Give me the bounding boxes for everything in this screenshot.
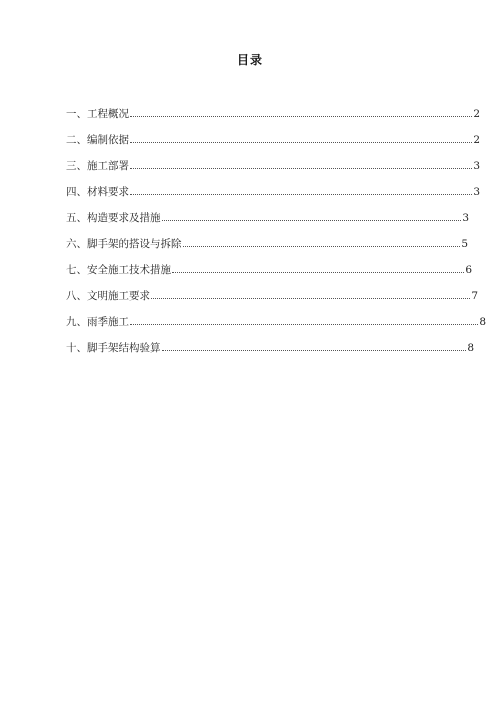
toc-entry[interactable] bbox=[66, 289, 478, 315]
toc-entry-label: 五、构造要求及措施 bbox=[66, 212, 161, 224]
toc-entry-page: 3 bbox=[473, 160, 480, 172]
toc-entry-page: 2 bbox=[473, 108, 480, 120]
toc-leader-dots bbox=[162, 219, 462, 221]
toc-leader-dots bbox=[162, 349, 467, 351]
toc-entry-label: 八、文明施工要求 bbox=[66, 290, 150, 302]
toc-entry-label: 九、雨季施工 bbox=[66, 316, 129, 328]
page-title: 目录 bbox=[236, 53, 263, 67]
toc-entry-page: 3 bbox=[462, 212, 469, 224]
toc-entry-page: 6 bbox=[465, 264, 472, 276]
toc-leader-dots bbox=[172, 271, 464, 273]
toc-leader-dots bbox=[130, 323, 478, 325]
toc-leader-dots bbox=[130, 141, 472, 143]
toc-entry-page: 2 bbox=[473, 134, 480, 146]
toc-entry-label: 三、施工部署 bbox=[66, 160, 129, 172]
toc-entry[interactable] bbox=[66, 133, 480, 159]
toc-entry-page: 8 bbox=[479, 316, 486, 328]
toc-leader-dots bbox=[130, 167, 472, 169]
toc-entry[interactable] bbox=[66, 237, 468, 263]
toc-entry-page: 3 bbox=[473, 186, 480, 198]
toc-entry[interactable] bbox=[66, 315, 486, 341]
toc-entry-label: 七、安全施工技术措施 bbox=[66, 264, 171, 276]
toc-entry-page: 5 bbox=[461, 238, 468, 250]
toc-entry[interactable] bbox=[66, 263, 472, 289]
toc-entry-page: 8 bbox=[467, 342, 474, 354]
toc-entry[interactable] bbox=[66, 211, 469, 237]
toc-entry-label: 六、脚手架的搭设与拆除 bbox=[66, 238, 182, 250]
toc-leader-dots bbox=[130, 193, 472, 195]
table-of-contents bbox=[66, 107, 490, 367]
toc-entry-label: 十、脚手架结构验算 bbox=[66, 342, 161, 354]
toc-leader-dots bbox=[130, 115, 472, 117]
toc-entry-page: 7 bbox=[471, 290, 478, 302]
toc-entry[interactable] bbox=[66, 159, 480, 185]
toc-entry[interactable] bbox=[66, 341, 474, 367]
toc-leader-dots bbox=[183, 245, 461, 247]
toc-entry-label: 一、工程概况 bbox=[66, 108, 129, 120]
toc-entry[interactable] bbox=[66, 185, 480, 211]
toc-entry[interactable] bbox=[66, 107, 480, 133]
toc-entry-label: 四、材料要求 bbox=[66, 186, 129, 198]
toc-entry-label: 二、编制依据 bbox=[66, 134, 129, 146]
toc-leader-dots bbox=[151, 297, 470, 299]
